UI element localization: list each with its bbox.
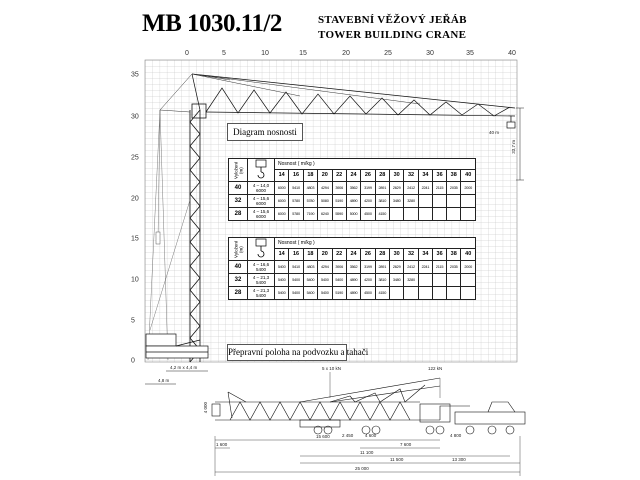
t1-cell: 6000 (275, 182, 289, 195)
t2-radius: 40 (461, 248, 476, 260)
transport-dim: 4 600 (365, 433, 377, 438)
base-depth-dim: 4,8 m (158, 378, 170, 383)
t1-cell: 2891 (375, 182, 389, 195)
t2-cell: 5400 (318, 274, 332, 287)
t2-cell (461, 274, 476, 287)
t1-cell: 3199 (361, 182, 375, 195)
load-table-1 (228, 158, 476, 221)
t1-cell: 4500 (361, 208, 375, 221)
t2-radius: 28 (375, 248, 389, 260)
t1-range: 4 – 15,6 6000 (248, 195, 275, 208)
t1-range: 4 – 15,6 6000 (248, 208, 275, 221)
x-tick-5: 5 (222, 50, 226, 57)
t2-cell: 3906 (332, 261, 346, 274)
load-table-2 (228, 237, 476, 300)
t1-cell: 3906 (332, 182, 346, 195)
y-tick-30: 30 (131, 113, 139, 121)
t1-cell (418, 195, 432, 208)
t1-radius: 22 (332, 169, 346, 181)
t2-cell: 2115 (433, 261, 447, 274)
transport-dim: 25 000 (355, 466, 369, 471)
t2-cell: 5400 (275, 261, 289, 274)
load-table-2-hook-icon (248, 238, 275, 261)
y-tick-5: 5 (131, 317, 135, 325)
t1-cell (390, 208, 404, 221)
t1-cell: 3810 (375, 195, 389, 208)
t2-range: 4 – 16,6 5400 (248, 261, 275, 274)
t1-cell: 5780 (289, 195, 303, 208)
t2-cell: 3562 (346, 261, 360, 274)
t2-cell: 5410 (289, 261, 303, 274)
t2-cell: 5400 (303, 274, 317, 287)
t1-cell: 3480 (390, 195, 404, 208)
t2-cell: 5400 (303, 287, 317, 300)
t2-cell: 4150 (375, 287, 389, 300)
transport-dim: 4 000 (203, 402, 208, 414)
t2-cell: 3810 (375, 274, 389, 287)
base-width-dim: 4,2 m x 4,4 m (170, 365, 198, 370)
base-dimension (145, 371, 208, 384)
t1-cell: 2000 (461, 182, 476, 195)
t2-cell: 4500 (361, 287, 375, 300)
transport-dim: 5 x 10 kN (322, 366, 342, 371)
t1-cell (461, 208, 476, 221)
transport-dim: 1 600 (216, 442, 228, 447)
transport-dim: 2 450 (342, 433, 354, 438)
t2-cell (418, 274, 432, 287)
t1-cell: 4150 (375, 208, 389, 221)
t1-cell (447, 195, 461, 208)
t1-jib-length: 28 (229, 208, 248, 221)
t2-cell: 3480 (390, 274, 404, 287)
t2-radius: 34 (418, 248, 432, 260)
t1-cell: 6240 (318, 208, 332, 221)
t1-cell: 6000 (275, 208, 289, 221)
crane-hook-icon (253, 159, 269, 179)
t1-radius: 32 (404, 169, 418, 181)
table-row (229, 274, 476, 287)
table-row (229, 287, 476, 300)
t2-radius: 24 (346, 248, 360, 260)
t2-cell: 2412 (404, 261, 418, 274)
t2-radius: 18 (303, 248, 317, 260)
t1-cell: 4890 (346, 195, 360, 208)
y-tick-20: 20 (131, 195, 139, 203)
x-tick-15: 15 (299, 50, 307, 57)
t1-radius: 24 (346, 169, 360, 181)
x-tick-35: 35 (466, 50, 474, 57)
t2-cell: 4200 (361, 274, 375, 287)
x-tick-10: 10 (261, 50, 269, 57)
y-tick-35: 35 (131, 71, 139, 79)
t1-radius: 20 (318, 169, 332, 181)
hook-height-dim: 33,7 m (511, 140, 516, 154)
load-table-2-header: Nosnost ( m/kg ) (275, 238, 476, 249)
t2-jib-length: 32 (229, 274, 248, 287)
t2-cell: 5400 (289, 274, 303, 287)
transport-dim: 13 300 (452, 457, 466, 462)
t1-cell: 2412 (404, 182, 418, 195)
t2-cell: 4890 (346, 287, 360, 300)
transport-dim: 122 kN (428, 366, 443, 371)
x-tick-20: 20 (342, 50, 350, 57)
t2-range: 4 – 21,3 5400 (248, 274, 275, 287)
table-row (229, 261, 476, 274)
t1-range: 4 – 14,0 6000 (248, 182, 275, 195)
t2-range: 4 – 21,3 5400 (248, 287, 275, 300)
t2-cell: 2891 (375, 261, 389, 274)
y-tick-0: 0 (131, 357, 135, 365)
t2-cell: 5400 (332, 274, 346, 287)
t1-radius: 30 (390, 169, 404, 181)
table-row (229, 182, 476, 195)
crane-hook-icon (253, 238, 269, 258)
load-table-1-hook-icon (248, 159, 275, 182)
t1-cell: 3280 (404, 195, 418, 208)
x-tick-25: 25 (384, 50, 392, 57)
t2-cell (404, 287, 418, 300)
t1-radius: 18 (303, 169, 317, 181)
t1-cell (433, 208, 447, 221)
load-diagram-label: Diagram nosnosti (227, 123, 303, 141)
t1-cell: 5000 (346, 208, 360, 221)
t2-cell: 4803 (303, 261, 317, 274)
t1-radius: 16 (289, 169, 303, 181)
load-table-2-side-label: Vyložení (m) (229, 238, 248, 261)
t1-cell: 5080 (318, 195, 332, 208)
transport-dim: 7 600 (400, 442, 412, 447)
transport-position-label: Přepravní poloha na podvozku a tahači (227, 344, 347, 361)
t2-cell (461, 287, 476, 300)
x-tick-0: 0 (185, 50, 189, 57)
t2-radius: 16 (289, 248, 303, 260)
t1-radius: 28 (375, 169, 389, 181)
t1-cell (418, 208, 432, 221)
table-row (229, 208, 476, 221)
t2-jib-length: 28 (229, 287, 248, 300)
t1-cell: 5590 (332, 208, 346, 221)
subtitle-english: TOWER BUILDING CRANE (318, 29, 467, 41)
t1-radius: 36 (433, 169, 447, 181)
t2-cell: 5400 (275, 274, 289, 287)
t2-radius: 14 (275, 248, 289, 260)
t1-cell: 4803 (303, 182, 317, 195)
x-tick-30: 30 (426, 50, 434, 57)
t2-cell: 4890 (346, 274, 360, 287)
t2-cell: 3199 (361, 261, 375, 274)
t2-cell: 5400 (289, 287, 303, 300)
transport-dim: 11 500 (390, 457, 404, 462)
t1-cell (461, 195, 476, 208)
y-tick-25: 25 (131, 154, 139, 162)
t1-cell: 4200 (361, 195, 375, 208)
t1-radius: 38 (447, 169, 461, 181)
t1-cell: 5780 (303, 195, 317, 208)
t1-cell: 2035 (447, 182, 461, 195)
jib-end-dim: 40 m (489, 130, 500, 135)
t1-radius: 40 (461, 169, 476, 181)
load-table-1-header: Nosnost ( m/kg ) (275, 159, 476, 170)
subtitle-czech: STAVEBNÍ VĚŽOVÝ JEŘÁB (318, 14, 467, 26)
transport-dim: 4 800 (450, 433, 462, 438)
t1-cell: 3562 (346, 182, 360, 195)
t2-cell: 3280 (404, 274, 418, 287)
t1-cell (433, 195, 447, 208)
transport-dim: 15 600 (316, 434, 330, 439)
t1-cell: 2115 (433, 182, 447, 195)
t1-radius: 14 (275, 169, 289, 181)
t1-radius: 26 (361, 169, 375, 181)
t2-radius: 30 (390, 248, 404, 260)
t1-cell: 4294 (318, 182, 332, 195)
t2-cell (447, 287, 461, 300)
t2-radius: 32 (404, 248, 418, 260)
y-tick-15: 15 (131, 235, 139, 243)
t1-radius: 34 (418, 169, 432, 181)
load-table-1-side-label: Vyložení (m) (229, 159, 248, 182)
crane-model-title: MB 1030.11/2 (142, 10, 282, 37)
t1-cell: 5780 (289, 208, 303, 221)
t2-cell (447, 274, 461, 287)
t2-cell (418, 287, 432, 300)
t2-cell: 2629 (390, 261, 404, 274)
table-row (229, 195, 476, 208)
t2-radius: 22 (332, 248, 346, 260)
t1-cell: 6000 (275, 195, 289, 208)
t1-cell (447, 208, 461, 221)
t2-cell: 5400 (318, 287, 332, 300)
transport-dim: 11 100 (360, 450, 374, 455)
t2-radius: 36 (433, 248, 447, 260)
y-tick-10: 10 (131, 276, 139, 284)
transport-drawing (212, 378, 525, 434)
t2-jib-length: 40 (229, 261, 248, 274)
t1-jib-length: 40 (229, 182, 248, 195)
t2-radius: 20 (318, 248, 332, 260)
t2-cell: 2000 (461, 261, 476, 274)
t1-cell (404, 208, 418, 221)
t2-cell (433, 274, 447, 287)
t1-cell: 5410 (289, 182, 303, 195)
t1-jib-length: 32 (229, 195, 248, 208)
t2-cell: 2241 (418, 261, 432, 274)
t2-cell: 5190 (332, 287, 346, 300)
t1-cell: 7190 (303, 208, 317, 221)
t1-cell: 2241 (418, 182, 432, 195)
t2-cell: 2035 (447, 261, 461, 274)
t2-cell (390, 287, 404, 300)
t2-cell: 5400 (275, 287, 289, 300)
t1-cell: 2629 (390, 182, 404, 195)
t2-radius: 26 (361, 248, 375, 260)
t1-cell: 5190 (332, 195, 346, 208)
t2-cell: 4294 (318, 261, 332, 274)
x-tick-40: 40 (508, 50, 516, 57)
t2-cell (433, 287, 447, 300)
t2-radius: 38 (447, 248, 461, 260)
